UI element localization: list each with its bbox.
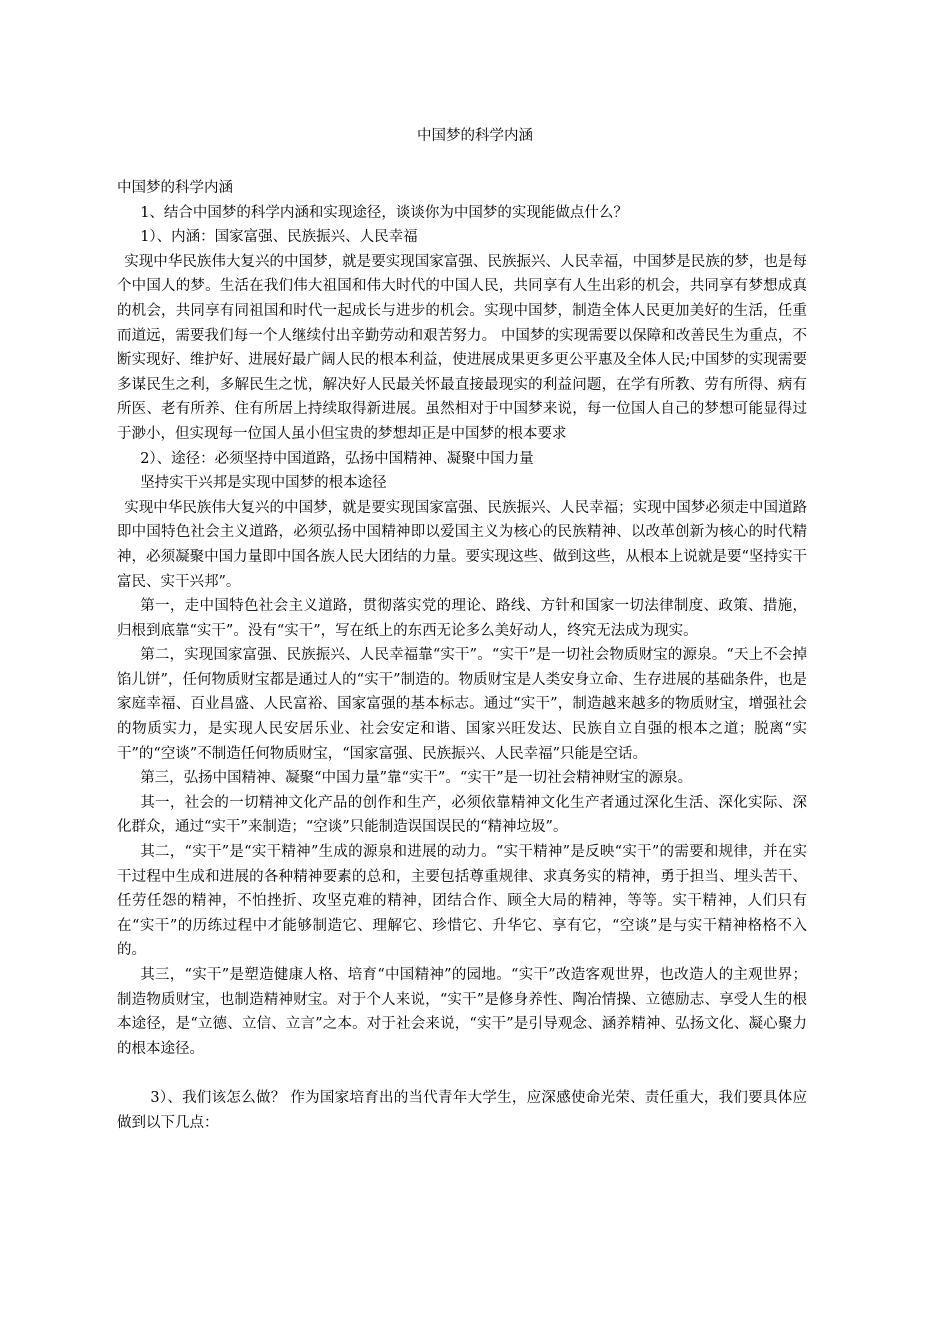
body-paragraph: 第二，实现国家富强、民族振兴、人民幸福靠“实干”。“实干”是一切社会物质财宝的源泉。“天上不会掉馅儿饼”，任何物质财宝都是通过人的“实干”制造的。物质财宝是人类安身立命、生存进展的基础条件，也是家庭幸福、百业昌盛、人民富裕、国家富强的基本标志。通过“实干”，制造越来越多的物质财宝，增强社会的物质实力，是实现人民安居乐业、社会安定和谐、国家兴旺发达、民族自立自强的根本之道；脱离“实干”的“空谈”不制造任何物质财宝，“国家富强、民族振兴、人民幸福”只能是空话。: [117, 647, 807, 762]
body-paragraph: 第三，弘扬中国精神、凝聚“中国力量”靠“实干”。“实干”是一切社会精神财宝的源泉。: [140, 770, 693, 787]
page-title: 中国梦的科学内涵: [417, 128, 533, 144]
body-paragraph: 其三，“实干”是塑造健康人格、培育“中国精神”的园地。“实干”改造客观世界，也改造人的主观世界；制造物质财宝，也制造精神财宝。对于个人来说，“实干”是修身养性、陶冶情操、立德励志、享受人生的根本途径，是“立德、立信、立言”之本。对于社会来说，“实干”是引导观念、涵养精神、弘扬文化、凝心聚力的根本途径。: [117, 967, 807, 1057]
body-paragraph: 实现中华民族伟大复兴的中国梦，就是要实现国家富强、民族振兴、人民幸福，中国梦是民族的梦，也是每个中国人的梦。生活在我们伟大祖国和伟大时代的中国人民，共同享有人生出彩的机会，共同享有梦想成真的机会，共同享有同祖国和时代一起成长与进步的机会。实现中国梦，制造全体人民更加美好的生活，任重而道远，需要我们每一个人继续付出辛勤劳动和艰苦努力。 中国梦的实现需要以保障和改善民生为重点，不断实现好、维护好、进展好最广阔人民的根本利益，使进展成果更多更公平惠及全体人民;中国梦的实现需要多谋民生之利，多解民生之忧，解决好人民最关怀最直接最现实的利益问题，在学有所教、劳有所得、病有所医、老有所养、住有所居上持续取得新进展。虽然相对于中国梦来说，每一位国人自己的梦想可能显得过于渺小，但实现每一位国人虽小但宝贵的梦想却正是中国梦的根本要求: [117, 253, 807, 442]
body-paragraph: 其一，社会的一切精神文化产品的创作和生产，必须依靠精神文化生产者通过深化生活、深化实际、深化群众，通过“实干”来制造；“空谈”只能制造误国误民的“精神垃圾”。: [117, 794, 807, 836]
blank-line: [117, 1061, 807, 1086]
subheading-connotation: 1）、内涵：国家富强、民族振兴、人民幸福: [140, 229, 418, 246]
subheading-what-to-do: 3）、我们该怎么做？ 作为国家培育出的当代青年大学生，应深感使命光荣、责任重大，我们要具体应做到以下几点：: [117, 1089, 807, 1131]
subheading-practical-work: 坚持实干兴邦是实现中国梦的根本途径: [140, 475, 387, 492]
subheading-path: 2）、途径：必须坚持中国道路，弘扬中国精神、凝聚中国力量: [140, 450, 534, 467]
body-paragraph: 实现中华民族伟大复兴的中国梦，就是要实现国家富强、民族振兴、人民幸福；实现中国梦必须走中国道路即中国特色社会主义道路，必须弘扬中国精神即以爱国主义为核心的民族精神、以改革创新为核心的时代精神，必须凝聚中国力量即中国各族人民大团结的力量。要实现这些、做到这些，从根本上说就是要“坚持实干富民、实干兴邦”。: [117, 499, 807, 590]
document-body: [117, 176, 807, 1135]
question-paragraph: 1、结合中国梦的科学内涵和实现途径，谈谈你为中国梦的实现能做点什么？: [140, 204, 628, 221]
body-paragraph: 第一，走中国特色社会主义道路，贯彻落实党的理论、路线、方针和国家一切法律制度、政策、措施，归根到底靠“实干”。没有“实干”，写在纸上的东西无论多么美好动人，终究无法成为现实。: [117, 598, 807, 639]
section-heading: 中国梦的科学内涵: [117, 180, 233, 196]
body-paragraph: 其二，“实干”是“实干精神”生成的源泉和进展的动力。“实干精神”是反映“实干”的需要和规律，并在实干过程中生成和进展的各种精神要素的总和，主要包括尊重规律、求真务实的精神，勇于担当、埋头苦干、任劳任怨的精神，不怕挫折、攻坚克难的精神，团结合作、顾全大局的精神，等等。实干精神，人们只有在“实干”的历练过程中才能够制造它、理解它、珍惜它、升华它、享有它，“空谈”是与实干精神格格不入的。: [117, 844, 807, 959]
